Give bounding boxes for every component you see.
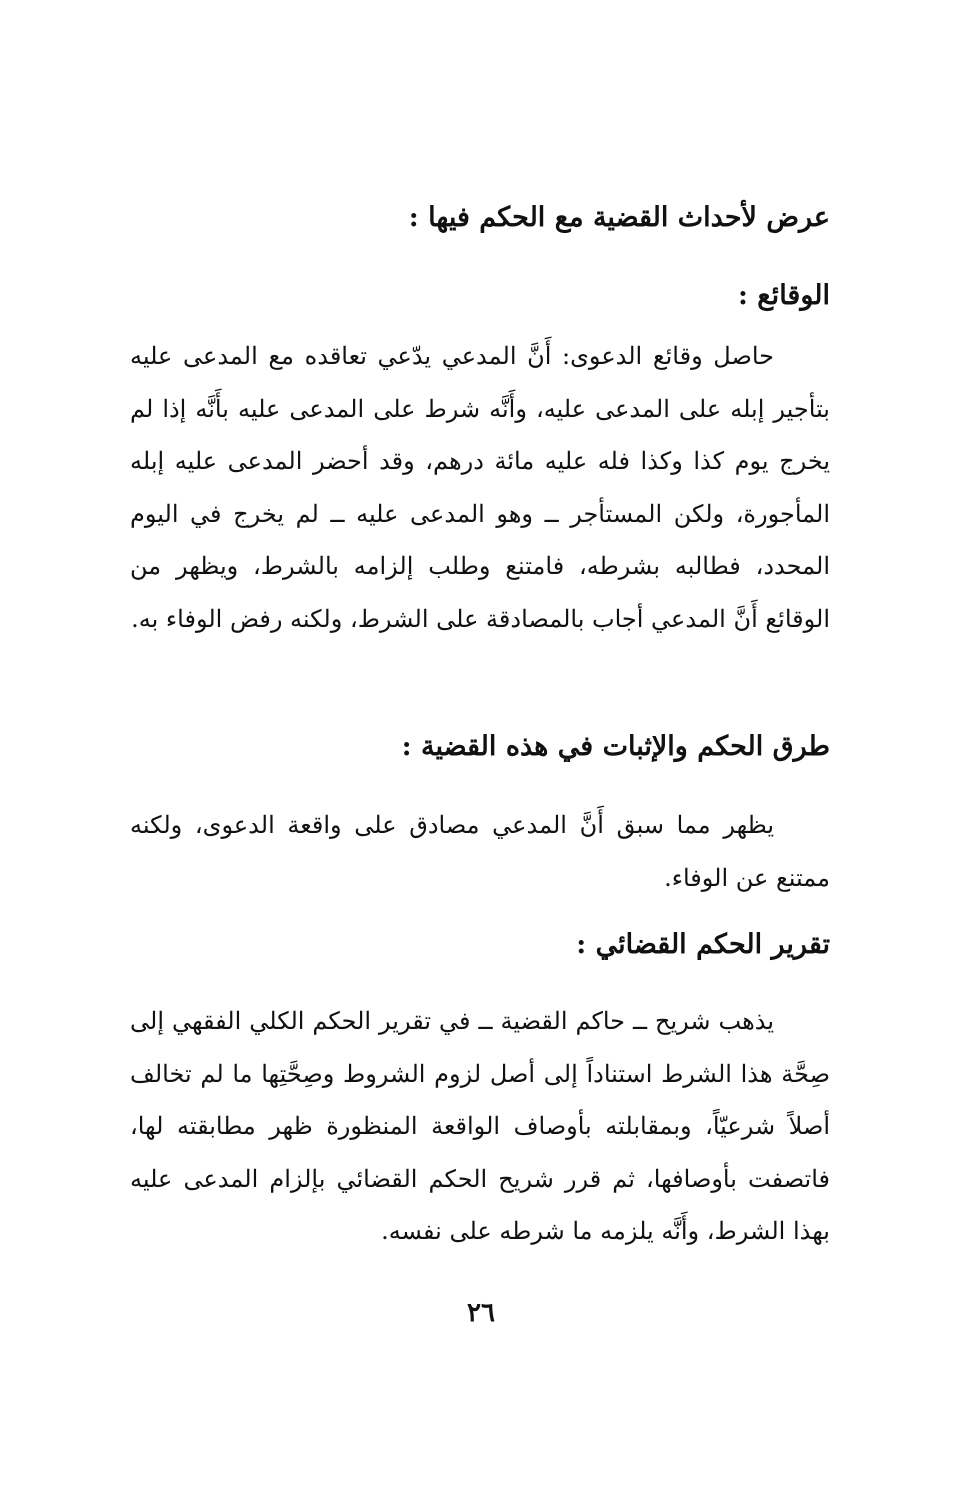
- section-heading-facts: الوقائع :: [737, 280, 830, 311]
- section-heading-case-overview: عرض لأحداث القضية مع الحكم فيها :: [408, 202, 830, 233]
- page-number: ٢٦: [467, 1298, 495, 1328]
- paragraph-ruling: يذهب شريح ــ حاكم القضية ــ في تقرير الحكم الكلي الفقهي إلى صِحَّة هذا الشرط استناداً إلى أصل لزوم الشروط وصِحَّتِها ما لم تخالف أصلاً شرعيّاً، وبمقابلته بأوصاف الواقعة المنظورة ظهر مطابقته لها، فاتصفت بأوصافها، ثم قرر شريح الحكم القضائي بإلزام المدعى عليه بهذا الشرط، وأَنَّه يلزمه ما شرطه على نفسه.: [130, 1007, 830, 1245]
- section-heading-ruling: تقرير الحكم القضائي :: [576, 929, 830, 960]
- paragraph-proof: يظهر مما سبق أَنَّ المدعي مصادق على واقعة الدعوى، ولكنه ممتنع عن الوفاء.: [130, 811, 830, 892]
- section-heading-proof-methods: طرق الحكم والإثبات في هذه القضية :: [401, 731, 830, 762]
- paragraph-facts: حاصل وقائع الدعوى: أَنَّ المدعي يدّعي تعاقده مع المدعى عليه بتأجير إبله على المدعى عليه، وأَنَّه شرط على المدعى عليه بأَنَّه إذا لم يخرج يوم كذا وكذا فله عليه مائة درهم، وقد أحضر المدعى عليه إبله المأجورة، ولكن المستأجر ــ وهو المدعى عليه ــ لم يخرج في اليوم المحدد، فطالبه بشرطه، فامتنع وطلب إلزامه بالشرط، ويظهر من الوقائع أَنَّ المدعي أجاب بالمصادقة على الشرط، ولكنه رفض الوفاء به.: [130, 342, 830, 633]
